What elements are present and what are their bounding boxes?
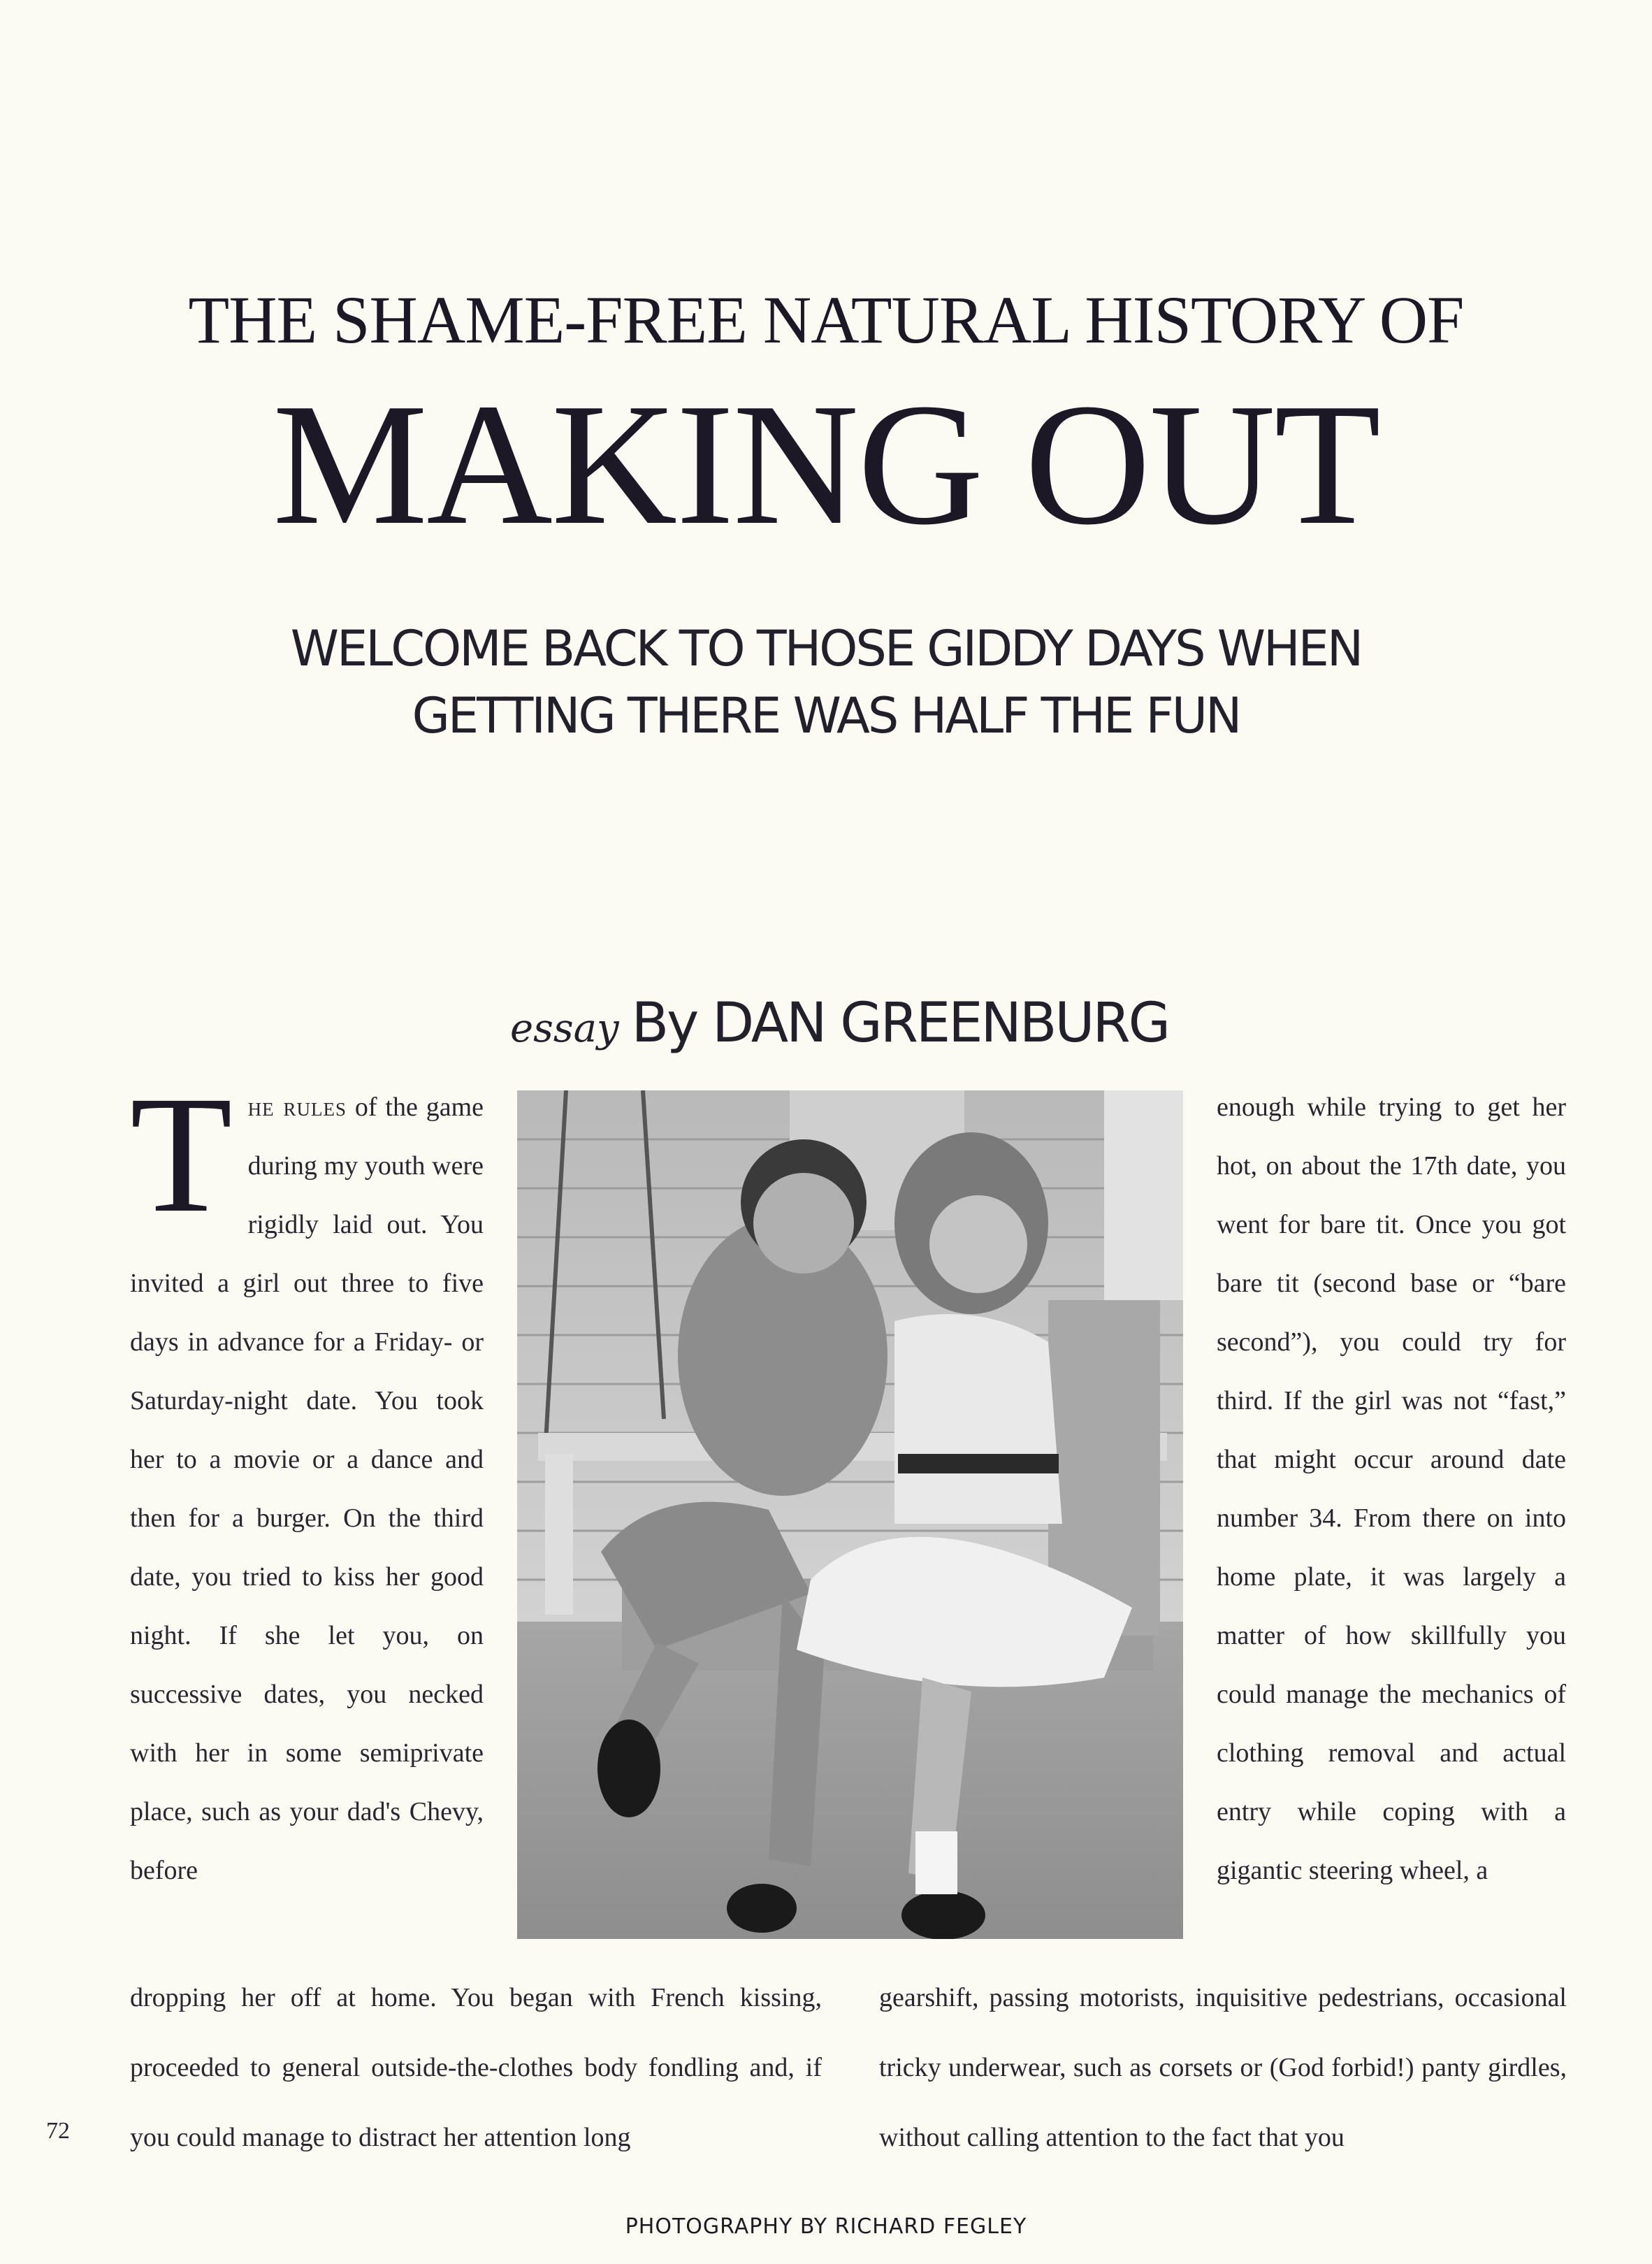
- headline-title: MAKING OUT: [272, 368, 1379, 561]
- lead-in: he rules: [247, 1093, 347, 1122]
- drop-cap: T: [130, 1061, 233, 1247]
- byline: [510, 992, 1169, 1055]
- page-number: 72: [46, 2118, 70, 2144]
- left-column-text: of the game during my youth were rigidly laid out. You invited a girl out three to five days in advance for a Friday- or Saturday-night date. You took her to a movie or a dance and then for a burger. On the third date, you tried to kiss her good night. If she let you, on successive dates, you necked with her in some semiprivate place, such as your dad's Chevy, before: [130, 1093, 484, 1885]
- article-photo: [517, 1090, 1183, 1939]
- deck: [0, 615, 1652, 749]
- photo-credit: PHOTOGRAPHY BY RICHARD FEGLEY: [625, 2214, 1027, 2239]
- article-column-left: [130, 1061, 484, 1900]
- article-column-right: enough while trying to get her hot, on about the 17th date, you went for bare tit. Once you got bare tit (second base or “bare second”), you could try for third. If the girl was not “fast,” that might occur around date number 34. From there on into home plate, it was largely a matter of how skillfully you could manage the mechanics of clothing removal and actual entry while coping with a gigantic steering wheel, a: [1217, 1093, 1566, 1885]
- byline-author: By DAN GREENBURG: [631, 992, 1169, 1055]
- article-bottom-left: dropping her off at home. You began with French kissing, proceeded to general outside-the-clothes body fondling and, if you could manage to distract her attention long: [130, 1983, 822, 2152]
- deck-line-2: GETTING THERE WAS HALF THE FUN: [412, 687, 1240, 744]
- byline-prefix: essay: [510, 1006, 619, 1051]
- article-bottom-right: gearshift, passing motorists, inquisitive pedestrians, occasional tricky underwear, such as corsets or (God forbid!) panty girdles, without calling attention to the fact that you: [879, 1983, 1567, 2152]
- deck-line-1: WELCOME BACK TO THOSE GIDDY DAYS WHEN: [290, 620, 1362, 677]
- headline-kicker: THE SHAME-FREE NATURAL HISTORY OF: [188, 282, 1464, 357]
